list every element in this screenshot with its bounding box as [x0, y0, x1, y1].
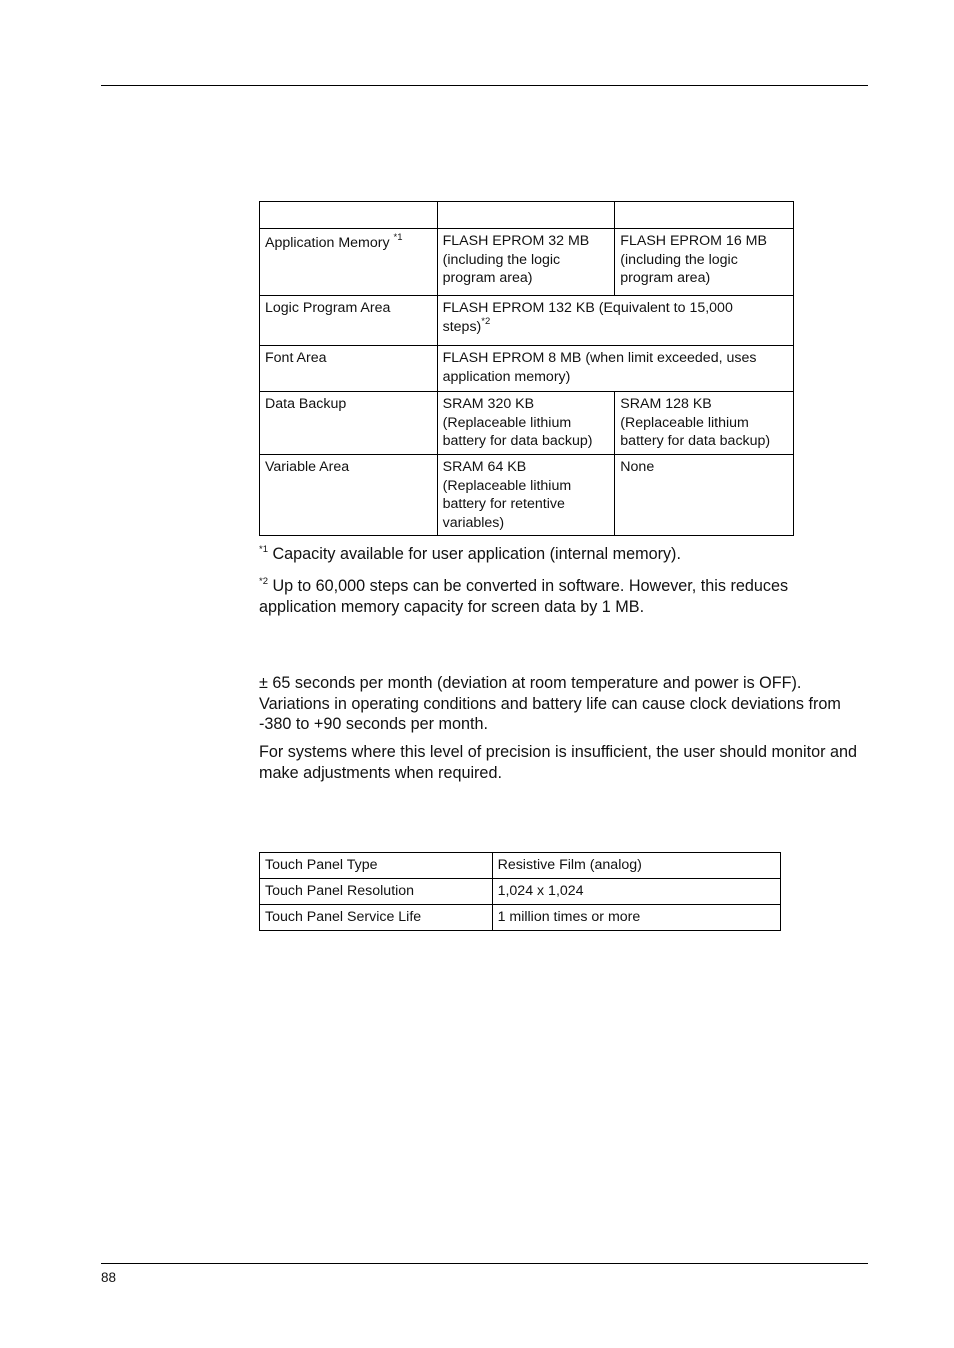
table-row — [260, 853, 781, 879]
table-row — [260, 905, 781, 931]
cell-line: battery for data backup) — [620, 433, 771, 449]
table-cell — [615, 455, 794, 536]
table-row — [260, 392, 794, 455]
header-cell — [437, 202, 615, 229]
cell-line: FLASH EPROM 8 MB (when limit exceeded, uses — [442, 350, 757, 366]
cell-line: FLASH EPROM 16 MB — [620, 233, 767, 249]
table-row — [260, 229, 794, 296]
memory-spec-table — [259, 201, 794, 536]
row-label-touch-panel-service-life: Touch Panel Service Life — [260, 905, 493, 931]
cell-line: application memory) — [442, 368, 571, 385]
table-cell — [437, 296, 793, 346]
row-label-data-backup: Data Backup — [260, 392, 438, 455]
footnote-text: Capacity available for user application (internal memory). — [267, 545, 681, 563]
table-cell — [437, 229, 615, 296]
table-cell — [615, 392, 794, 455]
cell-line: steps) — [442, 318, 482, 335]
cell-line: SRAM 128 KB — [620, 396, 712, 412]
header-cell — [615, 202, 794, 229]
table-cell — [437, 392, 615, 455]
table-cell: 1,024 x 1,024 — [492, 879, 780, 905]
table-cell — [437, 455, 615, 536]
page-number: 88 — [101, 1270, 117, 1285]
clock-accuracy-paragraph: ± 65 seconds per month (deviation at room temperature and power is OFF). Variations in operating conditions and battery life can cause clock deviations from -380 to +90 seconds per month. — [259, 674, 841, 733]
table-cell — [437, 346, 793, 392]
row-label-logic-program-area: Logic Program Area — [260, 296, 438, 346]
cell-line: (Replaceable lithium — [442, 477, 572, 494]
header-cell — [260, 202, 438, 229]
footnote-mark: *2 — [481, 315, 491, 327]
touch-panel-spec-table — [259, 852, 781, 931]
cell-line: battery for retentive — [442, 496, 565, 512]
table-row — [260, 455, 794, 536]
row-label-variable-area: Variable Area — [260, 455, 438, 536]
clock-adjustment-paragraph: For systems where this level of precision is insufficient, the user should monitor and make adjustments when required. — [259, 743, 858, 782]
cell-line: program area) — [442, 270, 533, 286]
cell-line: program area) — [620, 270, 711, 286]
table-cell: Resistive Film (analog) — [492, 853, 780, 879]
row-label-text: Application Memory — [265, 235, 394, 251]
cell-line: variables) — [442, 514, 505, 531]
row-label-touch-panel-resolution: Touch Panel Resolution — [260, 879, 493, 905]
table-row — [260, 879, 781, 905]
cell-line: battery for data backup) — [442, 433, 593, 449]
table-cell — [615, 229, 794, 296]
cell-line: FLASH EPROM 132 KB (Equivalent to 15,000 — [442, 300, 733, 316]
table-header-row — [260, 202, 794, 229]
cell-line: SRAM 320 KB — [442, 396, 535, 412]
cell-line: FLASH EPROM 32 MB — [442, 233, 590, 249]
table-cell: 1 million times or more — [492, 905, 780, 931]
row-label-font-area: Font Area — [260, 346, 438, 392]
cell-line: (Replaceable lithium — [442, 414, 572, 431]
cell-line: None — [620, 459, 655, 475]
cell-line: (Replaceable lithium — [620, 414, 749, 431]
footnote-1 — [259, 544, 859, 565]
footnote-2 — [259, 576, 859, 617]
footnote-mark: *1 — [259, 543, 268, 555]
row-label-touch-panel-type: Touch Panel Type — [260, 853, 493, 879]
footnote-mark: *1 — [393, 232, 403, 244]
cell-line: (including the logic — [620, 251, 738, 268]
cell-line: (including the logic — [442, 251, 561, 268]
footer-rule — [101, 1263, 868, 1264]
footnote-mark: *2 — [259, 575, 268, 587]
header-rule — [101, 85, 868, 86]
cell-line: SRAM 64 KB — [442, 459, 527, 475]
footnote-text: Up to 60,000 steps can be converted in software. However, this reduces application memory capacity for screen data by 1 MB. — [259, 577, 789, 616]
row-label-application-memory — [260, 229, 438, 296]
table-row — [260, 296, 794, 346]
table-row — [260, 346, 794, 392]
